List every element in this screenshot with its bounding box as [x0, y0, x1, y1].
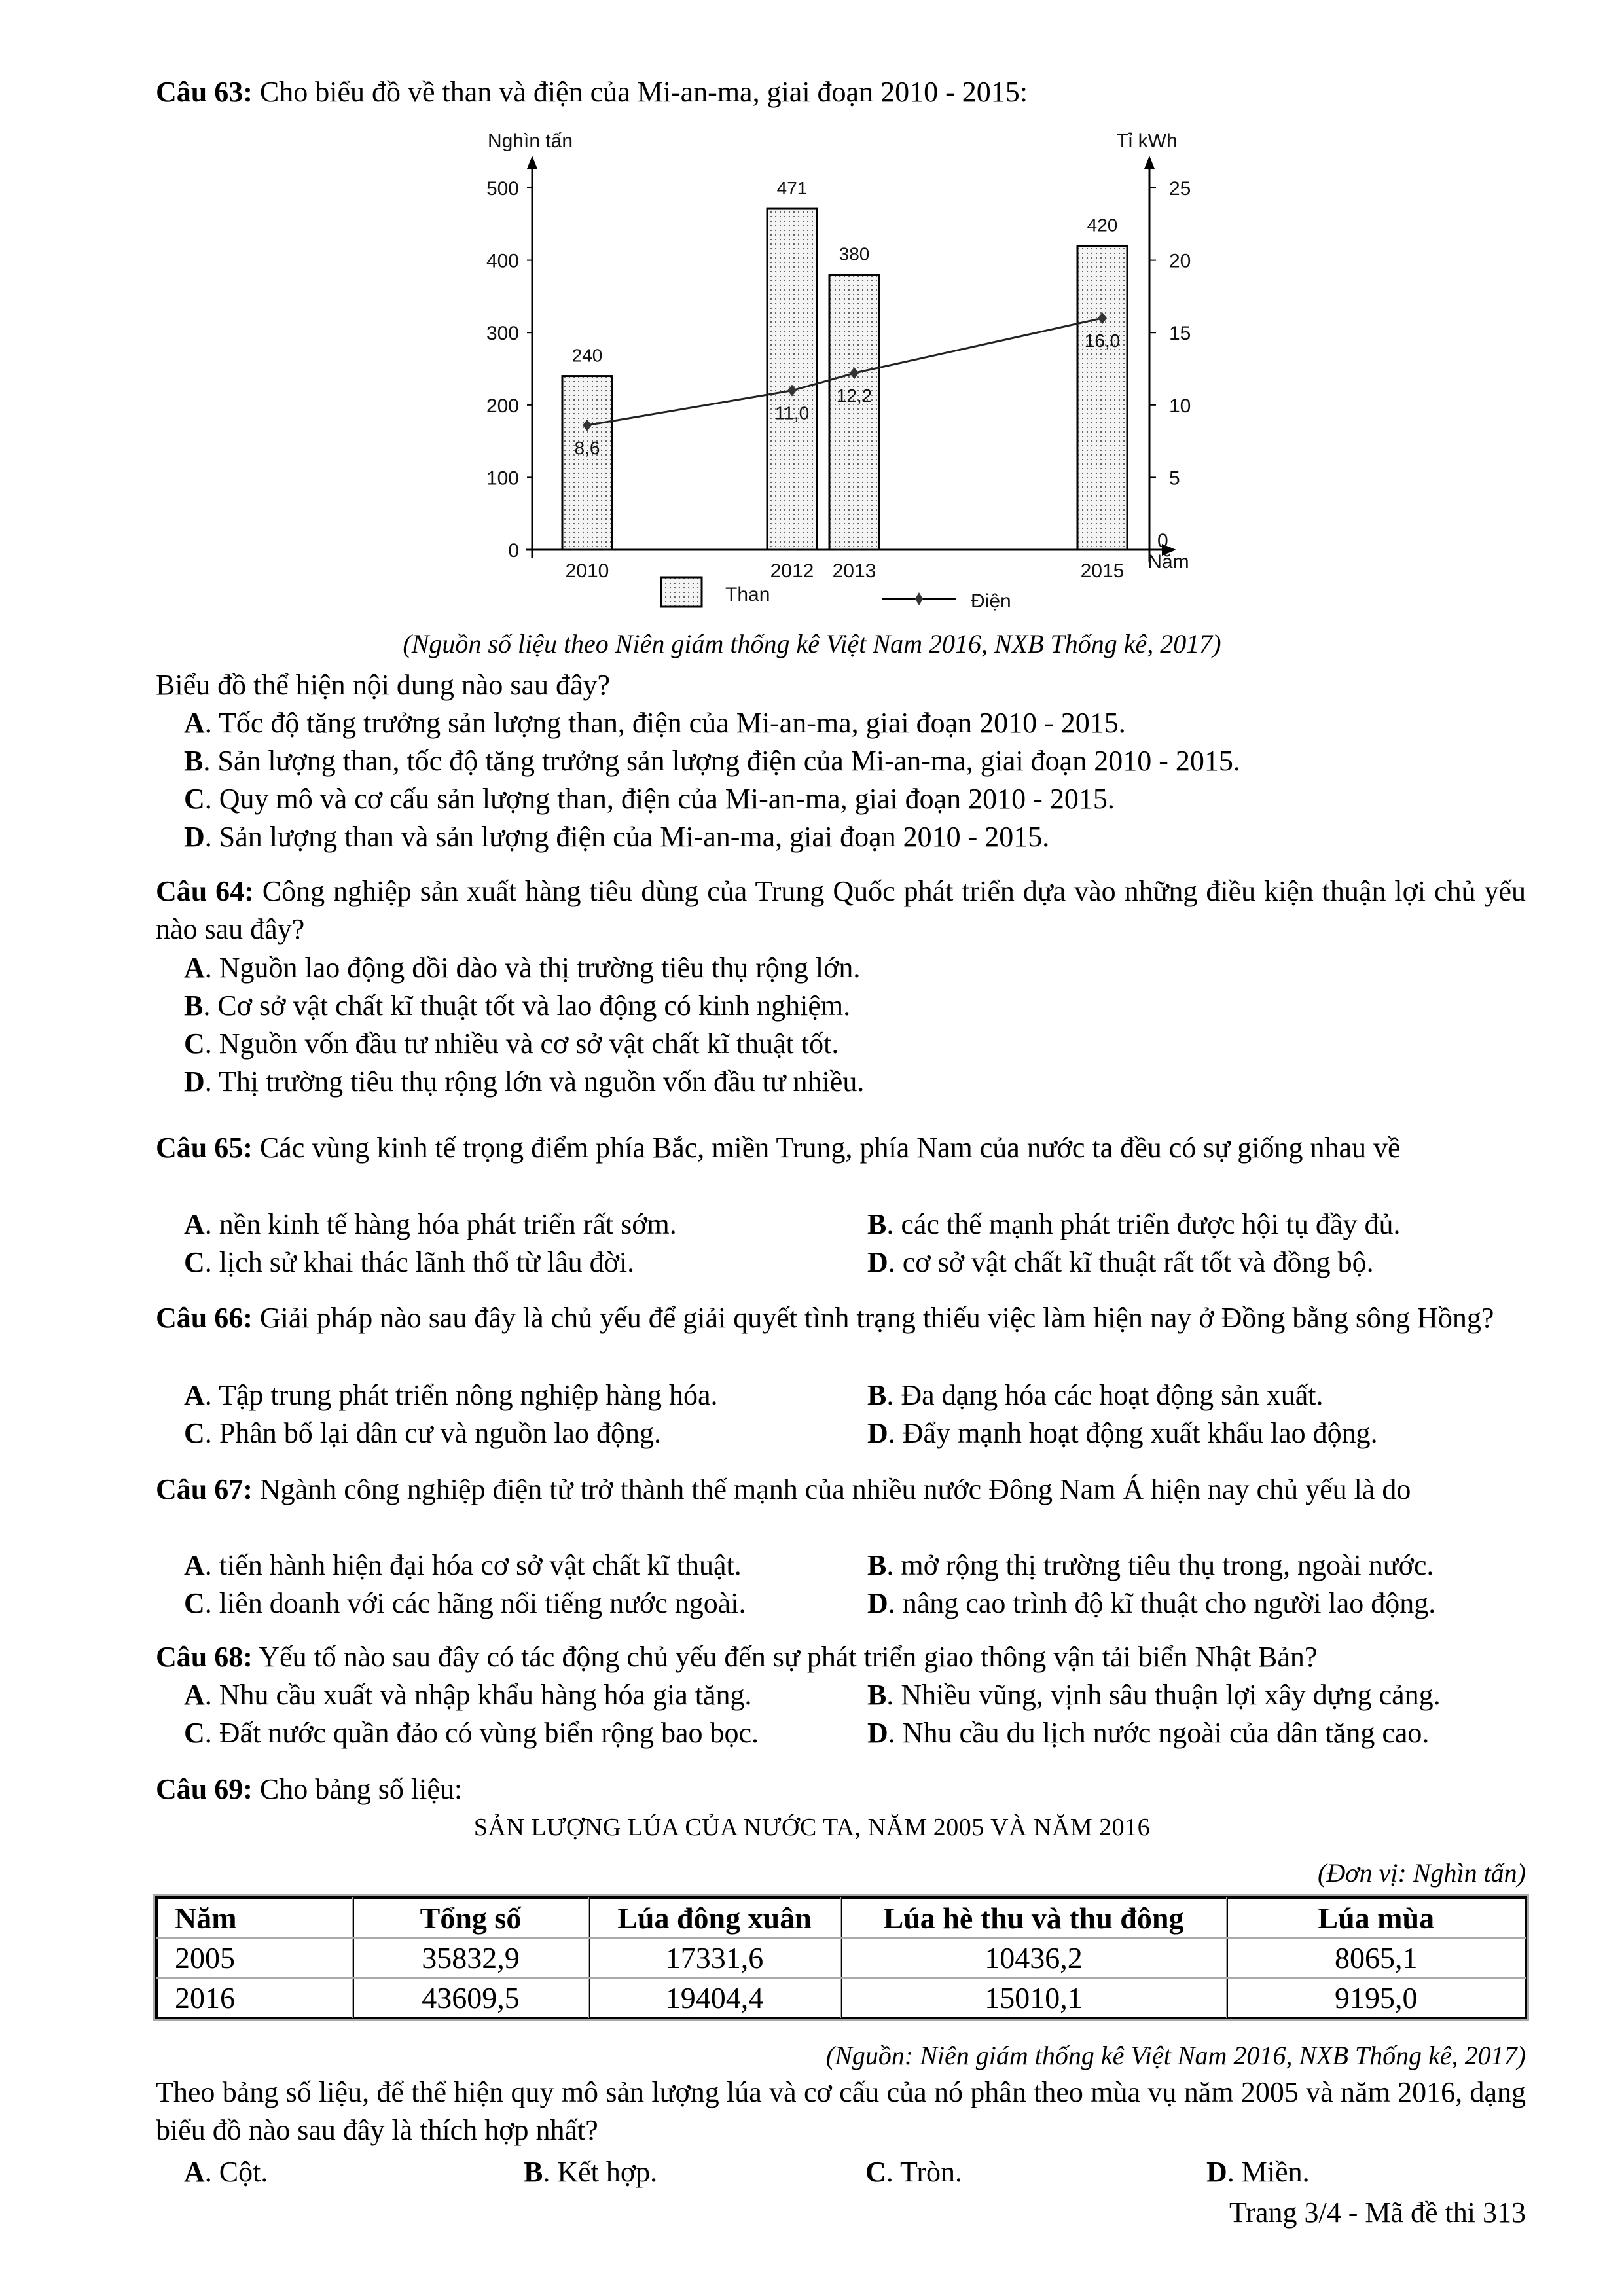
bar-label-than-2012: 471: [776, 178, 808, 199]
option-text: . Cơ sở vật chất kĩ thuật tốt và lao động có kinh nghiệm.: [203, 990, 851, 1022]
y-tick-label-right: 0: [1157, 530, 1168, 552]
question-text: Cho biểu đồ về than và điện của Mi-an-ma, giai đoạn 2010 - 2015:: [259, 76, 1028, 108]
q68-option-c[interactable]: [184, 1714, 759, 1752]
q66-option-b[interactable]: [867, 1376, 1323, 1414]
q64-option-d[interactable]: [184, 1063, 864, 1101]
option-letter: D: [1206, 2156, 1227, 2188]
bar-label-than-2013: 380: [839, 243, 870, 264]
option-letter: B: [867, 1208, 887, 1240]
option-letter: A: [184, 1549, 205, 1581]
q66-option-a[interactable]: [184, 1376, 717, 1414]
point-label-dien-2010: 8,6: [574, 437, 600, 458]
option-letter: C: [184, 1417, 205, 1449]
option-letter: C: [184, 1587, 205, 1619]
question-text: Các vùng kinh tế trọng điểm phía Bắc, miền Trung, phía Nam của nước ta đều có sự giống nhau về: [259, 1132, 1401, 1164]
q67-option-d[interactable]: [867, 1585, 1435, 1623]
option-text: . cơ sở vật chất kĩ thuật rất tốt và đồng bộ.: [888, 1246, 1374, 1278]
table-source: (Nguồn: Niên giám thống kê Việt Nam 2016, NXB Thống kê, 2017): [825, 2041, 1526, 2070]
y-tick-label-right: 5: [1169, 467, 1180, 490]
y-tick-label-left: 400: [486, 250, 519, 272]
rice-production-table: [155, 1896, 1527, 2019]
x-tick-label-2010: 2010: [565, 560, 609, 582]
question-text: Cho bảng số liệu:: [259, 1773, 463, 1805]
y-tick-label-right: 25: [1169, 178, 1191, 200]
q69-option-a[interactable]: [184, 2153, 268, 2191]
option-letter: B: [184, 745, 204, 777]
option-text: . lịch sử khai thác lãnh thổ từ lâu đời.: [204, 1246, 635, 1278]
option-text: . Tốc độ tăng trưởng sản lượng than, điện của Mi-an-ma, giai đoạn 2010 - 2015.: [204, 707, 1126, 739]
option-text: . Cột.: [204, 2156, 268, 2188]
header-lua-dong-xuan: Lúa đông xuân: [588, 1897, 840, 1938]
question-text: Ngành công nghiệp điện tử trở thành thế mạnh của nhiều nước Đông Nam Á hiện nay chủ yếu là do: [259, 1473, 1411, 1505]
point-label-dien-2015: 16,0: [1084, 331, 1121, 351]
table-row: [156, 1978, 1526, 2018]
question-number: Câu 65:: [156, 1132, 253, 1164]
q66-option-c[interactable]: [184, 1414, 661, 1452]
question-number: Câu 64:: [156, 875, 254, 907]
y-tick-label-right: 15: [1169, 323, 1191, 345]
header-lua-mua: Lúa mùa: [1227, 1897, 1526, 1938]
option-letter: C: [184, 1028, 205, 1060]
question-67: [156, 1471, 1526, 1509]
option-text: . Thị trường tiêu thụ rộng lớn và nguồn vốn đầu tư nhiều.: [204, 1066, 865, 1098]
option-letter: B: [867, 1679, 887, 1711]
option-text: . các thế mạnh phát triển được hội tụ đầy đủ.: [886, 1208, 1401, 1240]
legend-than-swatch: [661, 577, 702, 607]
q67-option-a[interactable]: [184, 1547, 742, 1585]
question-69-prompt: Theo bảng số liệu, để thể hiện quy mô sản lượng lúa và cơ cấu của nó phân theo mùa vụ năm 2005 và năm 2016, dạng biểu đồ nào sau đây là thích hợp nhất?: [156, 2076, 1526, 2146]
option-text: . liên doanh với các hãng nổi tiếng nước ngoài.: [204, 1587, 746, 1619]
option-letter: B: [524, 2156, 543, 2188]
option-text: . nền kinh tế hàng hóa phát triển rất sớm.: [204, 1208, 677, 1240]
question-63-prompt: Biểu đồ thể hiện nội dung nào sau đây?: [156, 669, 611, 701]
question-64: [156, 872, 1526, 948]
question-number: Câu 66:: [156, 1302, 253, 1334]
option-letter: D: [867, 1246, 888, 1278]
option-letter: A: [184, 1208, 205, 1240]
cell-value: 35832,9: [353, 1938, 588, 1978]
option-text: . Tròn.: [886, 2156, 962, 2188]
option-text: . Đất nước quần đảo có vùng biển rộng bao bọc.: [204, 1717, 759, 1749]
table-title: SẢN LƯỢNG LÚA CỦA NƯỚC TA, NĂM 2005 VÀ NĂM 2016: [473, 1814, 1151, 1841]
option-text: . Sản lượng than, tốc độ tăng trưởng sản lượng điện của Mi-an-ma, giai đoạn 2010 - 2015.: [203, 745, 1240, 777]
q63-option-a[interactable]: [184, 704, 1126, 742]
option-letter: A: [184, 707, 205, 739]
chart-than-dien-myanmar: [0, 0, 1624, 655]
x-tick-label-2015: 2015: [1080, 560, 1125, 582]
q63-option-d[interactable]: [184, 818, 1049, 856]
option-letter: D: [184, 1066, 205, 1098]
q68-option-b[interactable]: [867, 1676, 1441, 1714]
header-lua-he-thu: Lúa hè thu và thu đông: [840, 1897, 1227, 1938]
bar-label-than-2015: 420: [1087, 215, 1118, 236]
option-letter: B: [867, 1379, 887, 1411]
option-letter: C: [184, 1717, 205, 1749]
option-text: . Đẩy mạnh hoạt động xuất khẩu lao động.: [888, 1417, 1378, 1449]
question-65: [156, 1129, 1526, 1167]
q69-option-d[interactable]: [1206, 2153, 1310, 2191]
q63-option-b[interactable]: [184, 742, 1240, 780]
question-number: Câu 69:: [156, 1773, 253, 1805]
option-text: . Phân bố lại dân cư và nguồn lao động.: [204, 1417, 661, 1449]
bar-than-2015: [1077, 245, 1127, 550]
option-letter: A: [184, 1679, 205, 1711]
cell-value: 17331,6: [588, 1938, 840, 1978]
option-letter: C: [184, 783, 205, 815]
option-letter: A: [184, 952, 205, 984]
q65-option-b[interactable]: [867, 1206, 1400, 1244]
option-letter: A: [184, 2156, 205, 2188]
q67-option-b[interactable]: [867, 1547, 1434, 1585]
cell-year: 2016: [156, 1978, 353, 2018]
q63-option-c[interactable]: [184, 780, 1115, 818]
bar-label-than-2010: 240: [571, 345, 603, 366]
question-number: Câu 67:: [156, 1473, 253, 1505]
cell-value: 10436,2: [840, 1938, 1227, 1978]
x-axis-title: Năm: [1147, 551, 1189, 573]
q67-option-c[interactable]: [184, 1585, 746, 1623]
cell-value: 9195,0: [1227, 1978, 1526, 2018]
option-text: . Nguồn vốn đầu tư nhiều và cơ sở vật chất kĩ thuật tốt.: [204, 1028, 839, 1060]
legend-dien-marker: [915, 592, 923, 605]
option-text: . Kết hợp.: [543, 2156, 658, 2188]
table-unit: (Đơn vị: Nghìn tấn): [1318, 1858, 1526, 1888]
option-text: . mở rộng thị trường tiêu thụ trong, ngoài nước.: [886, 1549, 1434, 1581]
y-tick-label-left: 500: [486, 178, 519, 200]
q64-option-b[interactable]: [184, 987, 850, 1025]
y-axis-right-title: Tỉ kWh: [1116, 130, 1178, 152]
point-label-dien-2013: 12,2: [836, 386, 873, 406]
y-tick-label-left: 300: [486, 323, 519, 345]
question-text: Yếu tố nào sau đây có tác động chủ yếu đến sự phát triển giao thông vận tải biển Nhật Bản?: [259, 1641, 1318, 1673]
q68-option-a[interactable]: [184, 1676, 752, 1714]
cell-value: 8065,1: [1227, 1938, 1526, 1978]
question-number: Câu 68:: [156, 1641, 253, 1673]
option-letter: D: [867, 1717, 888, 1749]
y-tick-label-left: 200: [486, 395, 519, 417]
table-header-row: [156, 1897, 1526, 1938]
option-text: . Quy mô và cơ cấu sản lượng than, điện của Mi-an-ma, giai đoạn 2010 - 2015.: [204, 783, 1115, 815]
option-letter: B: [184, 990, 204, 1022]
option-text: . Nhu cầu xuất và nhập khẩu hàng hóa gia tăng.: [204, 1679, 752, 1711]
question-69: [156, 1770, 1526, 1808]
q69-option-b[interactable]: [524, 2153, 657, 2191]
option-text: . Nhu cầu du lịch nước ngoài của dân tăng cao.: [888, 1717, 1430, 1749]
option-text: . Tập trung phát triển nông nghiệp hàng hóa.: [204, 1379, 718, 1411]
y-tick-label-left: 0: [508, 540, 519, 562]
question-68: [156, 1638, 1526, 1676]
option-letter: A: [184, 1379, 205, 1411]
q65-option-d[interactable]: [867, 1244, 1374, 1282]
option-letter: C: [184, 1246, 205, 1278]
q68-option-d[interactable]: [867, 1714, 1429, 1752]
y-tick-label-left: 100: [486, 467, 519, 490]
option-text: . nâng cao trình độ kĩ thuật cho người lao động.: [888, 1587, 1436, 1619]
y-tick-label-right: 10: [1169, 395, 1191, 417]
y-axis-right-arrow-icon: [1144, 156, 1155, 169]
question-66: [156, 1299, 1526, 1337]
option-letter: D: [867, 1587, 888, 1619]
header-nam: Năm: [156, 1897, 353, 1938]
cell-value: 43609,5: [353, 1978, 588, 2018]
y-tick-label-right: 20: [1169, 250, 1191, 272]
header-tong-so: Tổng số: [353, 1897, 588, 1938]
point-label-dien-2012: 11,0: [774, 403, 810, 423]
option-text: . tiến hành hiện đại hóa cơ sở vật chất kĩ thuật.: [204, 1549, 742, 1581]
bar-than-2012: [767, 209, 817, 550]
option-letter: D: [184, 821, 205, 853]
bar-than-2013: [829, 275, 879, 550]
option-text: . Đa dạng hóa các hoạt động sản xuất.: [886, 1379, 1324, 1411]
option-text: . Miền.: [1227, 2156, 1310, 2188]
q69-option-c[interactable]: [865, 2153, 962, 2191]
option-text: . Nhiều vũng, vịnh sâu thuận lợi xây dựng cảng.: [886, 1679, 1441, 1711]
q64-option-a[interactable]: [184, 949, 860, 987]
x-tick-label-2013: 2013: [832, 560, 876, 582]
y-axis-left-arrow-icon: [527, 156, 537, 169]
y-axis-left-title: Nghìn tấn: [487, 130, 573, 152]
option-letter: C: [865, 2156, 886, 2188]
q65-option-c[interactable]: [184, 1244, 634, 1282]
cell-year: 2005: [156, 1938, 353, 1978]
question-text: Công nghiệp sản xuất hàng tiêu dùng của Trung Quốc phát triển dựa vào những điều kiện thuận lợi chủ yếu nào sau đây?: [156, 875, 1526, 945]
option-letter: B: [867, 1549, 887, 1581]
x-tick-label-2012: 2012: [770, 560, 814, 582]
legend-than-label: Than: [725, 584, 770, 605]
cell-value: 15010,1: [840, 1978, 1227, 2018]
q64-option-c[interactable]: [184, 1025, 839, 1063]
q65-option-a[interactable]: [184, 1206, 677, 1244]
option-text: . Nguồn lao động dồi dào và thị trường tiêu thụ rộng lớn.: [204, 952, 861, 984]
table-row: [156, 1938, 1526, 1978]
cell-value: 19404,4: [588, 1978, 840, 2018]
question-number: Câu 63:: [156, 76, 253, 108]
q66-option-d[interactable]: [867, 1414, 1378, 1452]
page-footer: Trang 3/4 - Mã đề thi 313: [1229, 2197, 1526, 2229]
bar-than-2010: [562, 376, 612, 550]
chart-source: (Nguồn số liệu theo Niên giám thống kê Việt Nam 2016, NXB Thống kê, 2017): [403, 629, 1221, 658]
option-text: . Sản lượng than và sản lượng điện của Mi-an-ma, giai đoạn 2010 - 2015.: [204, 821, 1050, 853]
question-text: Giải pháp nào sau đây là chủ yếu để giải quyết tình trạng thiếu việc làm hiện nay ở Đồng bằng sông Hồng?: [259, 1302, 1494, 1334]
option-letter: D: [867, 1417, 888, 1449]
legend-dien-label: Điện: [971, 590, 1011, 612]
